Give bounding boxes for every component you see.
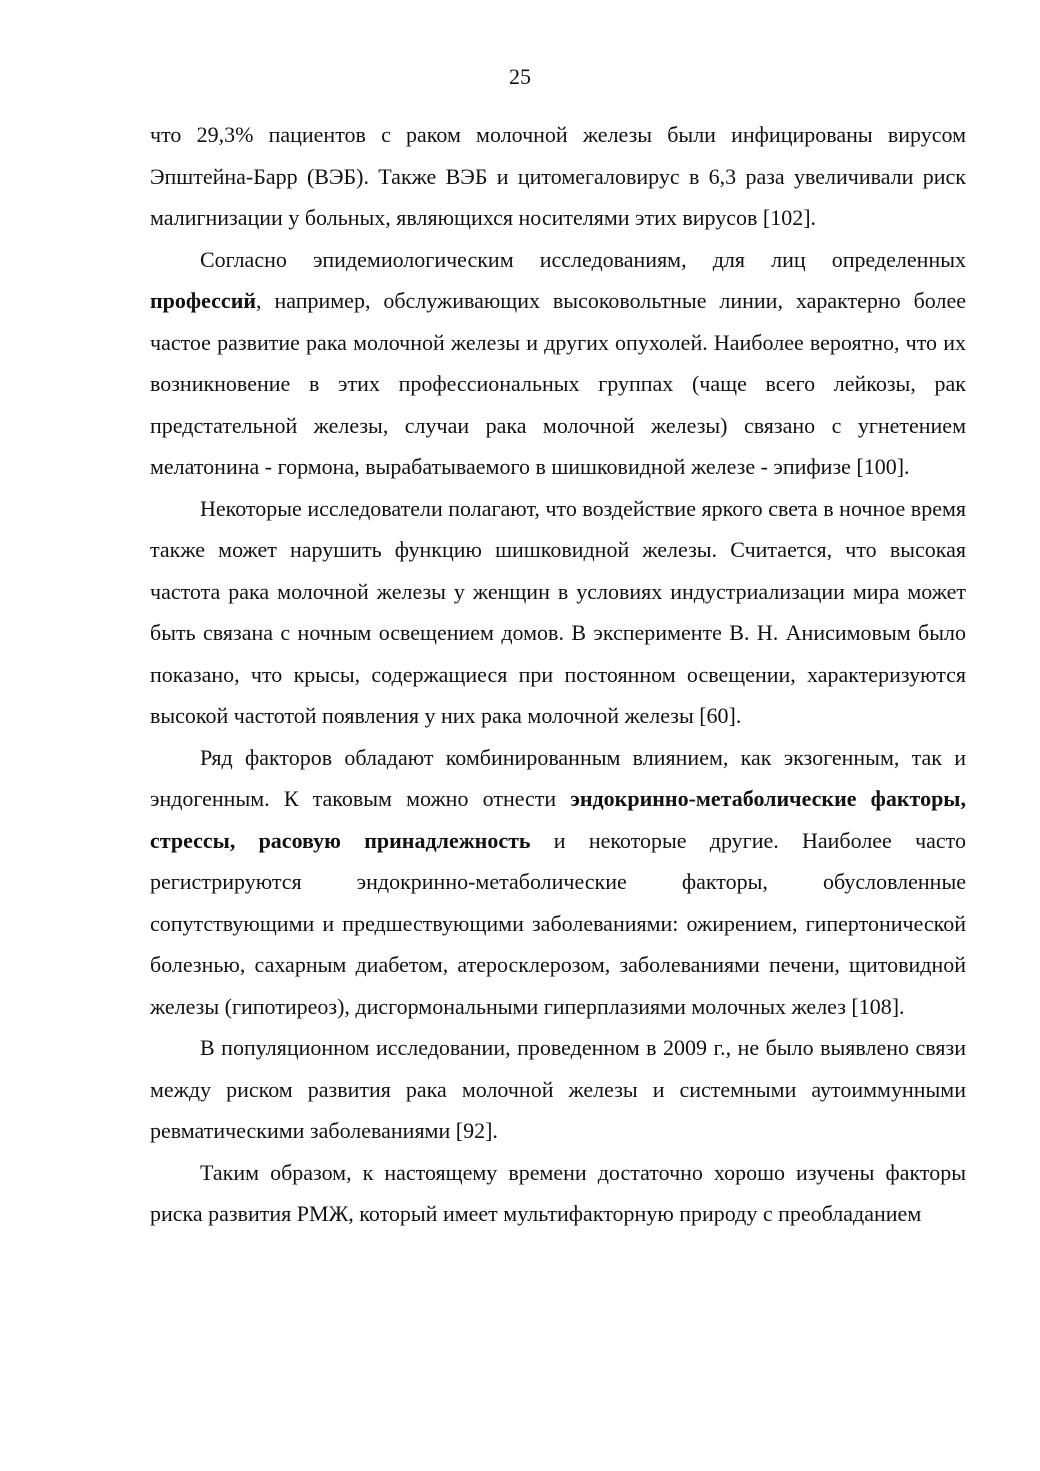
paragraph	[150, 114, 966, 239]
paragraph	[150, 488, 966, 737]
paragraph	[150, 1027, 966, 1152]
text-segment: что 29,3% пациентов с раком молочной железы были инфицированы вирусом Эпштейна-Барр (ВЭБ). Также ВЭБ и цитомегаловирус в 6,3 раза увеличивали риск малигнизации у больных, являющихся носителями этих вирусов [102].	[150, 122, 966, 230]
body-text	[150, 114, 966, 1235]
bold-term: профессий	[150, 288, 257, 313]
bold-term: эндокринно-метаболические факторы, стрессы, расовую принадлежность	[150, 786, 966, 853]
paragraph	[150, 737, 966, 1028]
paragraph	[150, 1152, 966, 1235]
text-segment: Ряд факторов обладают комбинированным влиянием, как экзогенным, так и эндогенным. К таковым можно отнести	[150, 744, 966, 811]
text-segment: и некоторые другие. Наиболее часто регистрируются эндокринно-метаболические факторы, обусловленные сопутствующими и предшествующими заболеваниями: ожирением, гипертонической болезнью, сахарным диабетом, атеросклерозом, заболеваниями печени, щитовидной железы (гипотиреоз), дисгормональными гиперплазиями молочных желез [108].	[150, 827, 966, 1019]
text-segment: Согласно эпидемиологическим исследованиям, для лиц определенных	[200, 246, 966, 272]
page-number: 25	[509, 64, 531, 89]
text-segment: В популяционном исследовании, проведенном в 2009 г., не было выявлено связи между риском развития рака молочной железы и системными аутоиммунными ревматическими заболеваниями [92].	[150, 1035, 966, 1143]
text-segment: Таким образом, к настоящему времени достаточно хорошо изучены факторы риска развития РМЖ, который имеет мультифакторную природу с преобладанием	[150, 1159, 966, 1226]
text-segment: Некоторые исследователи полагают, что воздействие яркого света в ночное время также может нарушить функцию шишковидной железы. Считается, что высокая частота рака молочной железы у женщин в условиях индустриализации мира может быть связана с ночным освещением домов. В эксперименте В. Н. Анисимовым было показано, что крысы, содержащиеся при постоянном освещении, характеризуются высокой частотой появления у них рака молочной железы [60].	[150, 495, 966, 728]
text-segment: , например, обслуживающих высоковольтные линии, характерно более частое развитие рака молочной железы и других опухолей. Наиболее вероятно, что их возникновение в этих профессиональных группах (чаще всего лейкозы, рак предстательной железы, случаи рака молочной железы) связано с угнетением мелатонина - гормона, вырабатываемого в шишковидной железе - эпифизе [100].	[150, 288, 966, 479]
paragraph	[150, 239, 966, 488]
